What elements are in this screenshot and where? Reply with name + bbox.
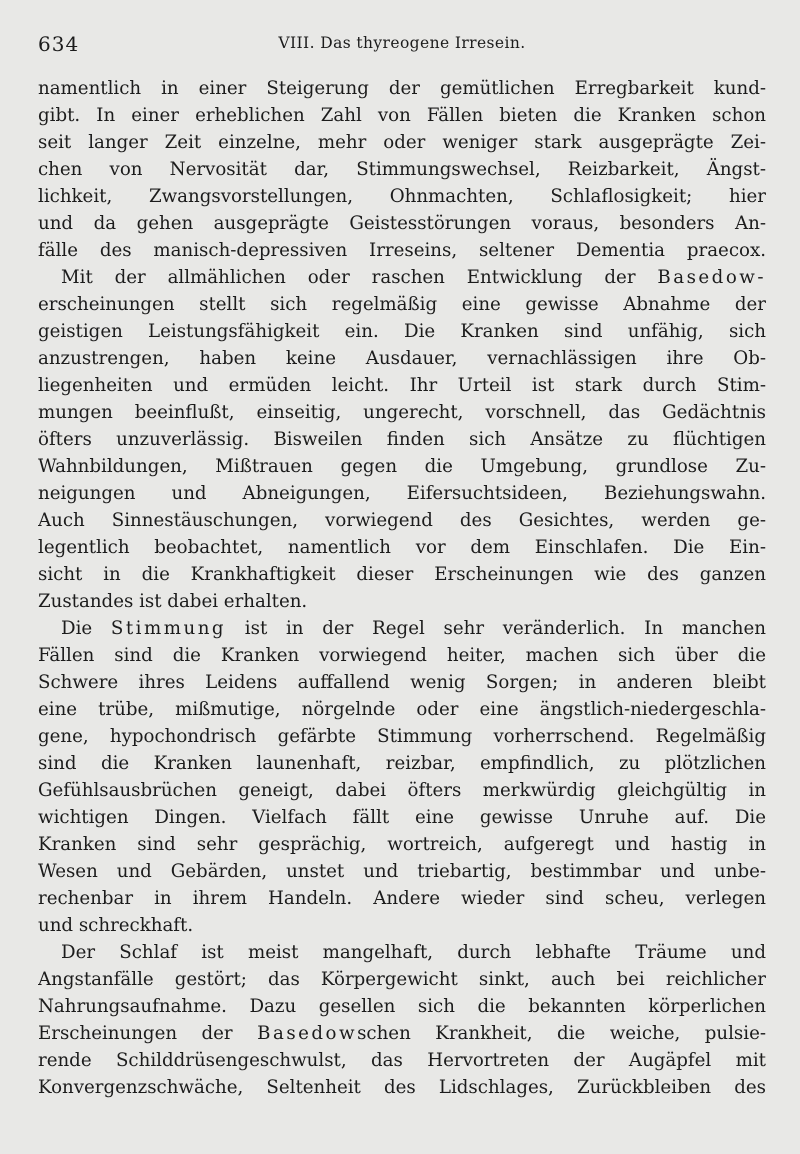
text-line: Kranken sind sehr gesprächig, wortreich, aufgeregt und hastig in — [38, 834, 766, 855]
text-line: geistigen Leistungsfähigkeit ein. Die Kranken sind unfähig, sich — [38, 321, 766, 342]
text-line: sicht in die Krankhaftigkeit dieser Erscheinungen wie des ganzen — [38, 564, 766, 585]
body-text — [38, 75, 766, 1101]
text-line: Wesen und Gebärden, unstet und triebartig, bestimmbar und unbe- — [38, 861, 766, 882]
text-line: Auch Sinnestäuschungen, vorwiegend des Gesichtes, werden ge- — [38, 510, 766, 531]
text-line: Schwere ihres Leidens auffallend wenig Sorgen; in anderen bleibt — [38, 672, 766, 693]
text-run: Die — [61, 618, 111, 639]
text-line: und da gehen ausgeprägte Geistesstörungen voraus, besonders An- — [38, 213, 766, 234]
text-line: namentlich in einer Steigerung der gemütlichen Erregbarkeit kund- — [38, 78, 766, 99]
page-number: 634 — [38, 32, 80, 56]
text-line: neigungen und Abneigungen, Eifersuchtsideen, Beziehungswahn. — [38, 483, 766, 504]
text-line: Konvergenzschwäche, Seltenheit des Lidschlages, Zurückbleiben des — [38, 1077, 766, 1098]
text-line: wichtigen Dingen. Vielfach fällt eine gewisse Unruhe auf. Die — [38, 807, 766, 828]
text-line: und schreckhaft. — [38, 915, 194, 936]
text-line: Der Schlaf ist meist mangelhaft, durch lebhafte Träume und — [61, 942, 766, 963]
text-line: legentlich beobachtet, namentlich vor dem Einschlafen. Die Ein- — [38, 537, 766, 558]
spaced-name: Basedow- — [657, 267, 766, 288]
text-line: gene, hypochondrisch gefärbte Stimmung vorherrschend. Regelmäßig — [38, 726, 766, 747]
text-run: Erscheinungen der — [38, 1023, 258, 1044]
running-head: VIII. Das thyreogene Irresein. — [278, 34, 526, 52]
text-line: mungen beeinflußt, einseitig, ungerecht, vorschnell, das Gedächtnis — [38, 402, 766, 423]
text-line: sind die Kranken launenhaft, reizbar, empfindlich, zu plötzlichen — [38, 753, 766, 774]
text-line: erscheinungen stellt sich regelmäßig eine gewisse Abnahme der — [38, 294, 766, 315]
text-run: Mit der allmählichen oder raschen Entwicklung der — [61, 267, 658, 288]
text-line: fälle des manisch-depressiven Irreseins, seltener Dementia praecox. — [38, 240, 766, 261]
text-line: chen von Nervosität dar, Stimmungswechsel, Reizbarkeit, Ängst- — [38, 159, 766, 180]
text-line: liegenheiten und ermüden leicht. Ihr Urteil ist stark durch Stim- — [38, 375, 766, 396]
text-run: schen Krankheit, die weiche, pulsie- — [357, 1023, 766, 1044]
spaced-name: Basedow — [257, 1023, 358, 1044]
text-line — [38, 264, 766, 291]
text-line: Wahnbildungen, Mißtrauen gegen die Umgebung, grundlose Zu- — [38, 456, 766, 477]
text-line: Gefühlsausbrüchen geneigt, dabei öfters merkwürdig gleichgültig in — [38, 780, 766, 801]
text-line — [38, 615, 766, 642]
text-line: rende Schilddrüsengeschwulst, das Hervortreten der Augäpfel mit — [38, 1050, 766, 1071]
text-line: eine trübe, mißmutige, nörgelnde oder eine ängstlich-niedergeschla- — [38, 699, 766, 720]
text-line — [38, 1020, 766, 1047]
text-line: gibt. In einer erheblichen Zahl von Fällen bieten die Kranken schon — [38, 105, 766, 126]
text-run: ist in der Regel sehr veränderlich. In manchen — [226, 618, 766, 639]
text-line: lichkeit, Zwangsvorstellungen, Ohnmachten, Schlaflosigkeit; hier — [38, 186, 766, 207]
text-line: öfters unzuverlässig. Bisweilen finden sich Ansätze zu flüchtigen — [38, 429, 766, 450]
text-line: rechenbar in ihrem Handeln. Andere wieder sind scheu, verlegen — [38, 888, 766, 909]
text-line: Zustandes ist dabei erhalten. — [38, 591, 308, 612]
page-header — [38, 32, 766, 58]
text-line: Nahrungsaufnahme. Dazu gesellen sich die bekannten körperlichen — [38, 996, 766, 1017]
text-line: anzustrengen, haben keine Ausdauer, vernachlässigen ihre Ob- — [38, 348, 766, 369]
spaced-term: Stimmung — [110, 618, 227, 639]
text-line: Angstanfälle gestört; das Körpergewicht sinkt, auch bei reichlicher — [38, 969, 766, 990]
text-line: seit langer Zeit einzelne, mehr oder weniger stark ausgeprägte Zei- — [38, 132, 766, 153]
text-line: Fällen sind die Kranken vorwiegend heiter, machen sich über die — [38, 645, 766, 666]
